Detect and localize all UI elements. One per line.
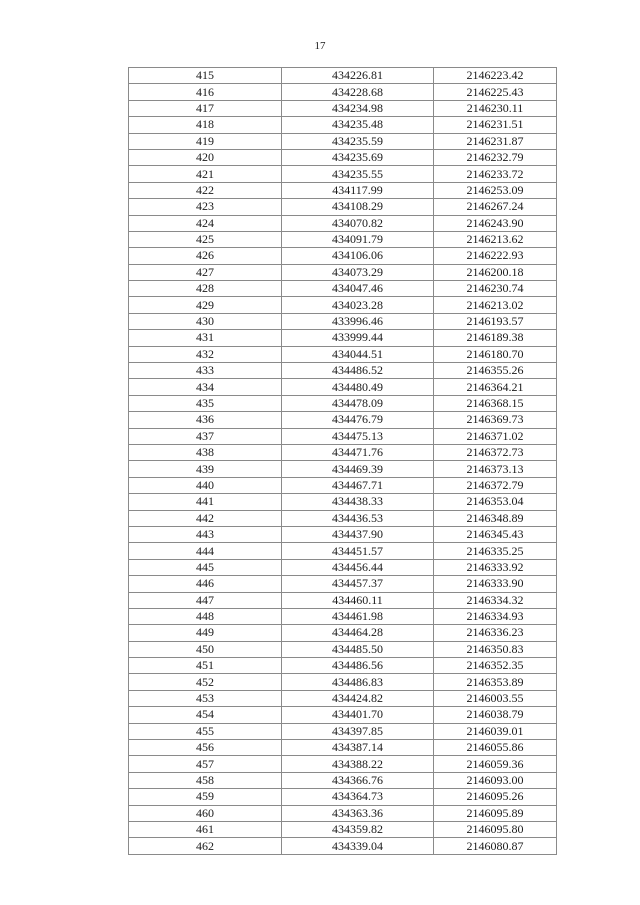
x-coordinate-cell: 434387.14 <box>282 740 434 756</box>
point-number-cell: 459 <box>129 789 282 805</box>
table-row <box>129 215 557 231</box>
x-coordinate-cell: 434456.44 <box>282 559 434 575</box>
x-coordinate-cell: 434234.98 <box>282 100 434 116</box>
y-coordinate-cell: 2146372.73 <box>434 444 557 460</box>
y-coordinate-cell: 2146189.38 <box>434 330 557 346</box>
x-coordinate-cell: 434467.71 <box>282 477 434 493</box>
point-number-cell: 431 <box>129 330 282 346</box>
table-row <box>129 772 557 788</box>
table-row <box>129 740 557 756</box>
table-row <box>129 346 557 362</box>
y-coordinate-cell: 2146350.83 <box>434 641 557 657</box>
table-row <box>129 526 557 542</box>
point-number-cell: 432 <box>129 346 282 362</box>
point-number-cell: 437 <box>129 428 282 444</box>
point-number-cell: 455 <box>129 723 282 739</box>
point-number-cell: 440 <box>129 477 282 493</box>
x-coordinate-cell: 434364.73 <box>282 789 434 805</box>
y-coordinate-cell: 2146334.32 <box>434 592 557 608</box>
y-coordinate-cell: 2146233.72 <box>434 166 557 182</box>
point-number-cell: 438 <box>129 444 282 460</box>
point-number-cell: 454 <box>129 707 282 723</box>
point-number-cell: 446 <box>129 576 282 592</box>
table-row <box>129 428 557 444</box>
table-row <box>129 149 557 165</box>
x-coordinate-cell: 434438.33 <box>282 494 434 510</box>
x-coordinate-cell: 434478.09 <box>282 395 434 411</box>
table-row <box>129 608 557 624</box>
y-coordinate-cell: 2146038.79 <box>434 707 557 723</box>
point-number-cell: 458 <box>129 772 282 788</box>
point-number-cell: 418 <box>129 117 282 133</box>
y-coordinate-cell: 2146180.70 <box>434 346 557 362</box>
x-coordinate-cell: 434108.29 <box>282 199 434 215</box>
x-coordinate-cell: 434464.28 <box>282 625 434 641</box>
y-coordinate-cell: 2146223.42 <box>434 68 557 84</box>
table-row <box>129 510 557 526</box>
y-coordinate-cell: 2146348.89 <box>434 510 557 526</box>
y-coordinate-cell: 2146373.13 <box>434 461 557 477</box>
point-number-cell: 462 <box>129 838 282 854</box>
x-coordinate-cell: 434226.81 <box>282 68 434 84</box>
table-row <box>129 805 557 821</box>
table-row <box>129 281 557 297</box>
table-row <box>129 838 557 854</box>
point-number-cell: 447 <box>129 592 282 608</box>
point-number-cell: 452 <box>129 674 282 690</box>
table-row <box>129 395 557 411</box>
table-row <box>129 494 557 510</box>
point-number-cell: 457 <box>129 756 282 772</box>
point-number-cell: 442 <box>129 510 282 526</box>
table-row <box>129 690 557 706</box>
x-coordinate-cell: 434469.39 <box>282 461 434 477</box>
point-number-cell: 420 <box>129 149 282 165</box>
x-coordinate-cell: 434235.69 <box>282 149 434 165</box>
point-number-cell: 448 <box>129 608 282 624</box>
y-coordinate-cell: 2146335.25 <box>434 543 557 559</box>
table-row <box>129 264 557 280</box>
y-coordinate-cell: 2146093.00 <box>434 772 557 788</box>
table-row <box>129 100 557 116</box>
x-coordinate-cell: 434366.76 <box>282 772 434 788</box>
x-coordinate-cell: 434436.53 <box>282 510 434 526</box>
table-row <box>129 330 557 346</box>
table-row <box>129 117 557 133</box>
y-coordinate-cell: 2146243.90 <box>434 215 557 231</box>
y-coordinate-cell: 2146213.02 <box>434 297 557 313</box>
point-number-cell: 445 <box>129 559 282 575</box>
y-coordinate-cell: 2146334.93 <box>434 608 557 624</box>
table-row <box>129 379 557 395</box>
table-row <box>129 68 557 84</box>
y-coordinate-cell: 2146231.87 <box>434 133 557 149</box>
table-row <box>129 821 557 837</box>
x-coordinate-cell: 434480.49 <box>282 379 434 395</box>
y-coordinate-cell: 2146039.01 <box>434 723 557 739</box>
point-number-cell: 429 <box>129 297 282 313</box>
x-coordinate-cell: 433999.44 <box>282 330 434 346</box>
point-number-cell: 425 <box>129 231 282 247</box>
y-coordinate-cell: 2146230.11 <box>434 100 557 116</box>
y-coordinate-cell: 2146355.26 <box>434 363 557 379</box>
point-number-cell: 417 <box>129 100 282 116</box>
y-coordinate-cell: 2146353.89 <box>434 674 557 690</box>
x-coordinate-cell: 434460.11 <box>282 592 434 608</box>
table-row <box>129 363 557 379</box>
point-number-cell: 461 <box>129 821 282 837</box>
y-coordinate-cell: 2146371.02 <box>434 428 557 444</box>
y-coordinate-cell: 2146368.15 <box>434 395 557 411</box>
y-coordinate-cell: 2146345.43 <box>434 526 557 542</box>
x-coordinate-cell: 434397.85 <box>282 723 434 739</box>
y-coordinate-cell: 2146059.36 <box>434 756 557 772</box>
x-coordinate-cell: 434451.57 <box>282 543 434 559</box>
y-coordinate-cell: 2146364.21 <box>434 379 557 395</box>
table-row <box>129 199 557 215</box>
x-coordinate-cell: 434471.76 <box>282 444 434 460</box>
y-coordinate-cell: 2146095.89 <box>434 805 557 821</box>
x-coordinate-cell: 434401.70 <box>282 707 434 723</box>
y-coordinate-cell: 2146200.18 <box>434 264 557 280</box>
x-coordinate-cell: 434117.99 <box>282 182 434 198</box>
y-coordinate-cell: 2146232.79 <box>434 149 557 165</box>
point-number-cell: 451 <box>129 658 282 674</box>
coordinates-table <box>128 67 557 855</box>
table-row <box>129 592 557 608</box>
table-row <box>129 723 557 739</box>
x-coordinate-cell: 434457.37 <box>282 576 434 592</box>
y-coordinate-cell: 2146193.57 <box>434 313 557 329</box>
y-coordinate-cell: 2146055.86 <box>434 740 557 756</box>
point-number-cell: 419 <box>129 133 282 149</box>
table-row <box>129 313 557 329</box>
table-row <box>129 477 557 493</box>
point-number-cell: 430 <box>129 313 282 329</box>
y-coordinate-cell: 2146333.90 <box>434 576 557 592</box>
table-row <box>129 641 557 657</box>
point-number-cell: 421 <box>129 166 282 182</box>
x-coordinate-cell: 434359.82 <box>282 821 434 837</box>
x-coordinate-cell: 434437.90 <box>282 526 434 542</box>
x-coordinate-cell: 434486.56 <box>282 658 434 674</box>
point-number-cell: 435 <box>129 395 282 411</box>
x-coordinate-cell: 434339.04 <box>282 838 434 854</box>
table-row <box>129 756 557 772</box>
y-coordinate-cell: 2146213.62 <box>434 231 557 247</box>
x-coordinate-cell: 434073.29 <box>282 264 434 280</box>
x-coordinate-cell: 434486.52 <box>282 363 434 379</box>
y-coordinate-cell: 2146095.80 <box>434 821 557 837</box>
x-coordinate-cell: 434228.68 <box>282 84 434 100</box>
x-coordinate-cell: 434486.83 <box>282 674 434 690</box>
point-number-cell: 460 <box>129 805 282 821</box>
x-coordinate-cell: 433996.46 <box>282 313 434 329</box>
x-coordinate-cell: 434023.28 <box>282 297 434 313</box>
table-row <box>129 674 557 690</box>
y-coordinate-cell: 2146253.09 <box>434 182 557 198</box>
table-row <box>129 248 557 264</box>
x-coordinate-cell: 434235.59 <box>282 133 434 149</box>
x-coordinate-cell: 434424.82 <box>282 690 434 706</box>
table-row <box>129 444 557 460</box>
y-coordinate-cell: 2146267.24 <box>434 199 557 215</box>
point-number-cell: 439 <box>129 461 282 477</box>
point-number-cell: 436 <box>129 412 282 428</box>
y-coordinate-cell: 2146095.26 <box>434 789 557 805</box>
table-row <box>129 297 557 313</box>
x-coordinate-cell: 434485.50 <box>282 641 434 657</box>
point-number-cell: 444 <box>129 543 282 559</box>
table-row <box>129 133 557 149</box>
table-row <box>129 166 557 182</box>
point-number-cell: 428 <box>129 281 282 297</box>
y-coordinate-cell: 2146231.51 <box>434 117 557 133</box>
x-coordinate-cell: 434091.79 <box>282 231 434 247</box>
table-row <box>129 658 557 674</box>
point-number-cell: 415 <box>129 68 282 84</box>
y-coordinate-cell: 2146225.43 <box>434 84 557 100</box>
point-number-cell: 456 <box>129 740 282 756</box>
x-coordinate-cell: 434235.55 <box>282 166 434 182</box>
page-number: 17 <box>314 40 326 52</box>
table-row <box>129 182 557 198</box>
table-row <box>129 543 557 559</box>
table-row <box>129 707 557 723</box>
y-coordinate-cell: 2146369.73 <box>434 412 557 428</box>
point-number-cell: 423 <box>129 199 282 215</box>
point-number-cell: 449 <box>129 625 282 641</box>
y-coordinate-cell: 2146333.92 <box>434 559 557 575</box>
x-coordinate-cell: 434044.51 <box>282 346 434 362</box>
x-coordinate-cell: 434363.36 <box>282 805 434 821</box>
table-row <box>129 625 557 641</box>
point-number-cell: 424 <box>129 215 282 231</box>
table-row <box>129 559 557 575</box>
table-row <box>129 412 557 428</box>
x-coordinate-cell: 434475.13 <box>282 428 434 444</box>
y-coordinate-cell: 2146372.79 <box>434 477 557 493</box>
x-coordinate-cell: 434070.82 <box>282 215 434 231</box>
point-number-cell: 427 <box>129 264 282 280</box>
table-body <box>129 68 557 855</box>
point-number-cell: 441 <box>129 494 282 510</box>
table-row <box>129 84 557 100</box>
point-number-cell: 434 <box>129 379 282 395</box>
y-coordinate-cell: 2146352.35 <box>434 658 557 674</box>
point-number-cell: 443 <box>129 526 282 542</box>
table-row <box>129 231 557 247</box>
y-coordinate-cell: 2146230.74 <box>434 281 557 297</box>
y-coordinate-cell: 2146336.23 <box>434 625 557 641</box>
y-coordinate-cell: 2146353.04 <box>434 494 557 510</box>
x-coordinate-cell: 434476.79 <box>282 412 434 428</box>
point-number-cell: 426 <box>129 248 282 264</box>
y-coordinate-cell: 2146080.87 <box>434 838 557 854</box>
point-number-cell: 433 <box>129 363 282 379</box>
table-row <box>129 789 557 805</box>
x-coordinate-cell: 434047.46 <box>282 281 434 297</box>
point-number-cell: 453 <box>129 690 282 706</box>
x-coordinate-cell: 434461.98 <box>282 608 434 624</box>
table-row <box>129 461 557 477</box>
table-row <box>129 576 557 592</box>
x-coordinate-cell: 434106.06 <box>282 248 434 264</box>
y-coordinate-cell: 2146003.55 <box>434 690 557 706</box>
point-number-cell: 422 <box>129 182 282 198</box>
point-number-cell: 416 <box>129 84 282 100</box>
x-coordinate-cell: 434235.48 <box>282 117 434 133</box>
point-number-cell: 450 <box>129 641 282 657</box>
y-coordinate-cell: 2146222.93 <box>434 248 557 264</box>
x-coordinate-cell: 434388.22 <box>282 756 434 772</box>
